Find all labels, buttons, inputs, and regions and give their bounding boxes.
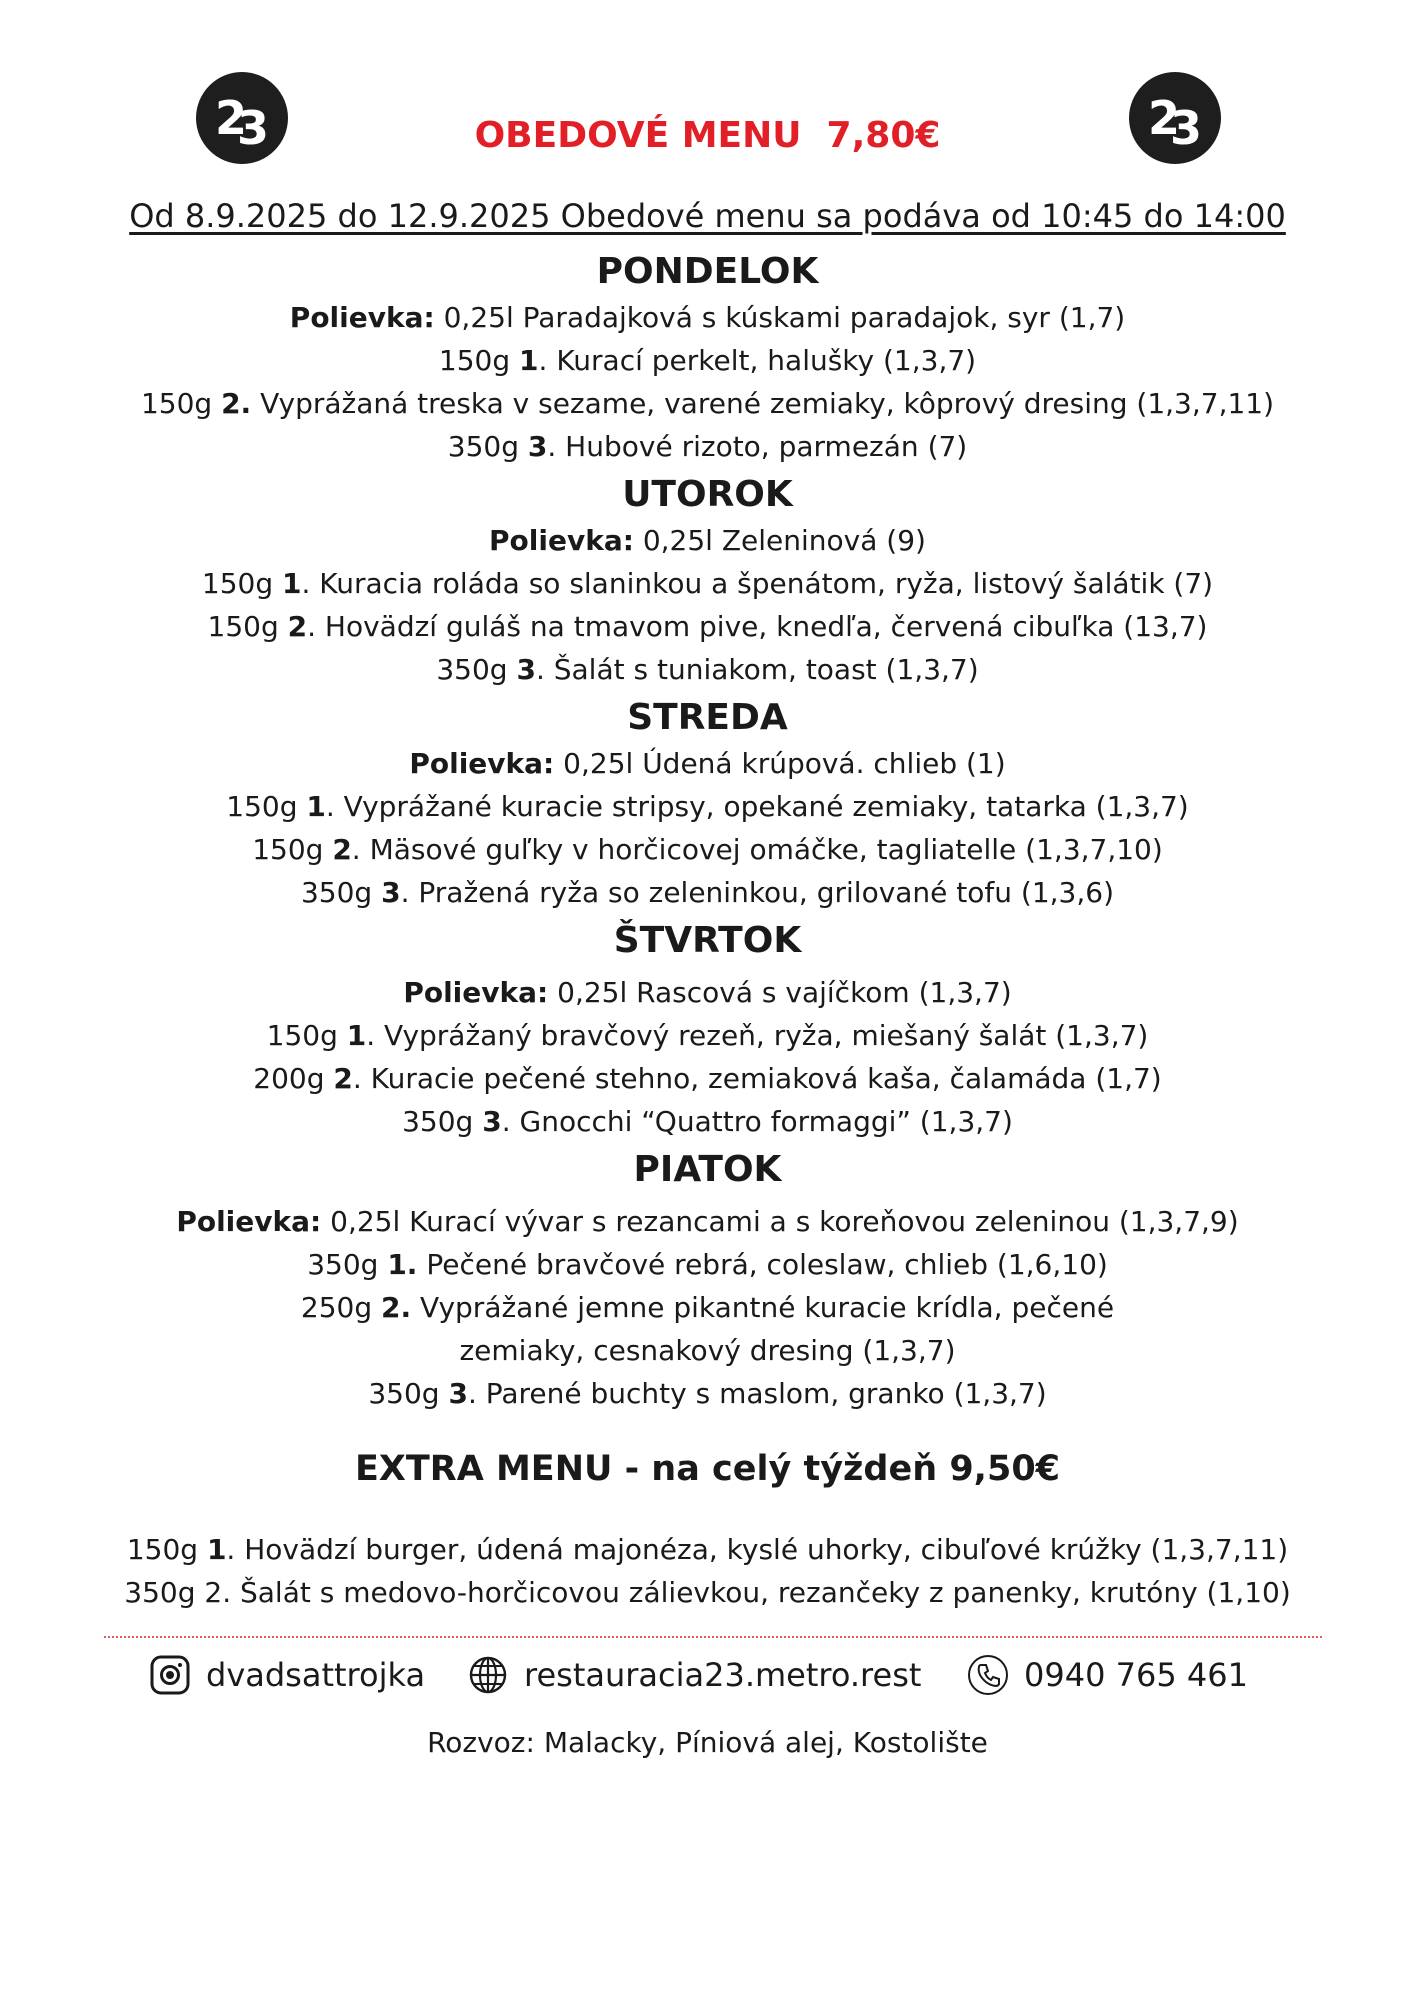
extra-menu-item: 150g 1. Hovädzí burger, údená majonéza, kyslé uhorky, cibuľové krúžky (1,3,7,11) — [126, 1533, 1289, 1566]
instagram-handle: dvadsattrojka — [206, 1656, 426, 1694]
menu-item: 350g 3. Parené buchty s maslom, granko (1,3,7) — [368, 1377, 1047, 1410]
menu-item: 250g 2. Vyprážané jemne pikantné kuracie krídla, pečené zemiaky, cesnakový dresing (1,3,7) — [300, 1291, 1115, 1367]
soup-line: Polievka: 0,25l Rascová s vajíčkom (1,3,7) — [403, 976, 1012, 1009]
menu-item: 150g 2. Mäsové guľky v horčicovej omáčke, tagliatelle (1,3,7,10) — [252, 833, 1163, 866]
soup-line: Polievka: 0,25l Zeleninová (9) — [489, 524, 926, 557]
footer-divider — [104, 1636, 1322, 1638]
soup-line: Polievka: 0,25l Kurací vývar s rezancami a s koreňovou zeleninou (1,3,7,9) — [176, 1205, 1239, 1238]
instagram-link[interactable] — [148, 1650, 425, 1700]
contact-bar — [0, 1650, 1415, 1700]
menu-item: 350g 3. Šalát s tuniakom, toast (1,3,7) — [436, 653, 979, 686]
soup-line: Polievka: 0,25l Paradajková s kúskami paradajok, syr (1,7) — [289, 301, 1126, 334]
menu-dates: Od 8.9.2025 do 12.9.2025 Obedové menu sa podáva od 10:45 do 14:00 — [129, 197, 1286, 235]
delivery-info: Rozvoz: Malacky, Píniová alej, Kostolište — [427, 1726, 988, 1759]
website-url: restauracia23.metro.rest — [524, 1656, 922, 1694]
logo-number: 23 — [1147, 91, 1193, 155]
instagram-icon — [148, 1653, 192, 1697]
phone-link[interactable] — [966, 1650, 1248, 1700]
menu-item: 150g 1. Vyprážané kuracie stripsy, opekané zemiaky, tatarka (1,3,7) — [226, 790, 1189, 823]
menu-item: 150g 1. Kuracia roláda so slaninkou a špenátom, ryža, listový šalátik (7) — [201, 567, 1214, 600]
globe-icon — [466, 1653, 510, 1697]
menu-item: 350g 1. Pečené bravčové rebrá, coleslaw, chlieb (1,6,10) — [307, 1248, 1108, 1281]
day-heading: UTOROK — [622, 474, 793, 515]
page-title: OBEDOVÉ MENU 7,80€ — [474, 115, 941, 156]
day-heading: STREDA — [627, 697, 788, 738]
extra-menu-title: EXTRA MENU - na celý týždeň 9,50€ — [354, 1449, 1061, 1489]
website-link[interactable] — [466, 1650, 921, 1700]
day-heading: PIATOK — [633, 1149, 782, 1190]
menu-item: 150g 1. Kurací perkelt, halušky (1,3,7) — [438, 344, 977, 377]
menu-item: 200g 2. Kuracie pečené stehno, zemiaková kaša, čalamáda (1,7) — [253, 1062, 1162, 1095]
phone-number: 0940 765 461 — [1024, 1656, 1248, 1694]
menu-item: 350g 3. Hubové rizoto, parmezán (7) — [447, 430, 968, 463]
extra-menu-item: 350g 2. Šalát s medovo-horčicovou zálievkou, rezančeky z panenky, krutóny (1,10) — [124, 1576, 1291, 1609]
day-heading: ŠTVRTOK — [613, 920, 802, 961]
menu-item: 150g 2. Vyprážaná treska v sezame, varené zemiaky, kôprový dresing (1,3,7,11) — [140, 387, 1275, 420]
menu-item: 150g 1. Vyprážaný bravčový rezeň, ryža, miešaný šalát (1,3,7) — [266, 1019, 1149, 1052]
menu-item: 350g 3. Pražená ryža so zeleninkou, grilované tofu (1,3,6) — [300, 876, 1115, 909]
menu-item: 350g 3. Gnocchi “Quattro formaggi” (1,3,7) — [402, 1105, 1013, 1138]
menu-item: 150g 2. Hovädzí guláš na tmavom pive, knedľa, červená cibuľka (13,7) — [207, 610, 1208, 643]
phone-icon — [966, 1653, 1010, 1697]
day-heading: PONDELOK — [596, 251, 819, 292]
logo-number: 23 — [214, 91, 260, 155]
weekly-menu — [100, 248, 1315, 1614]
soup-line: Polievka: 0,25l Údená krúpová. chlieb (1) — [409, 747, 1006, 780]
